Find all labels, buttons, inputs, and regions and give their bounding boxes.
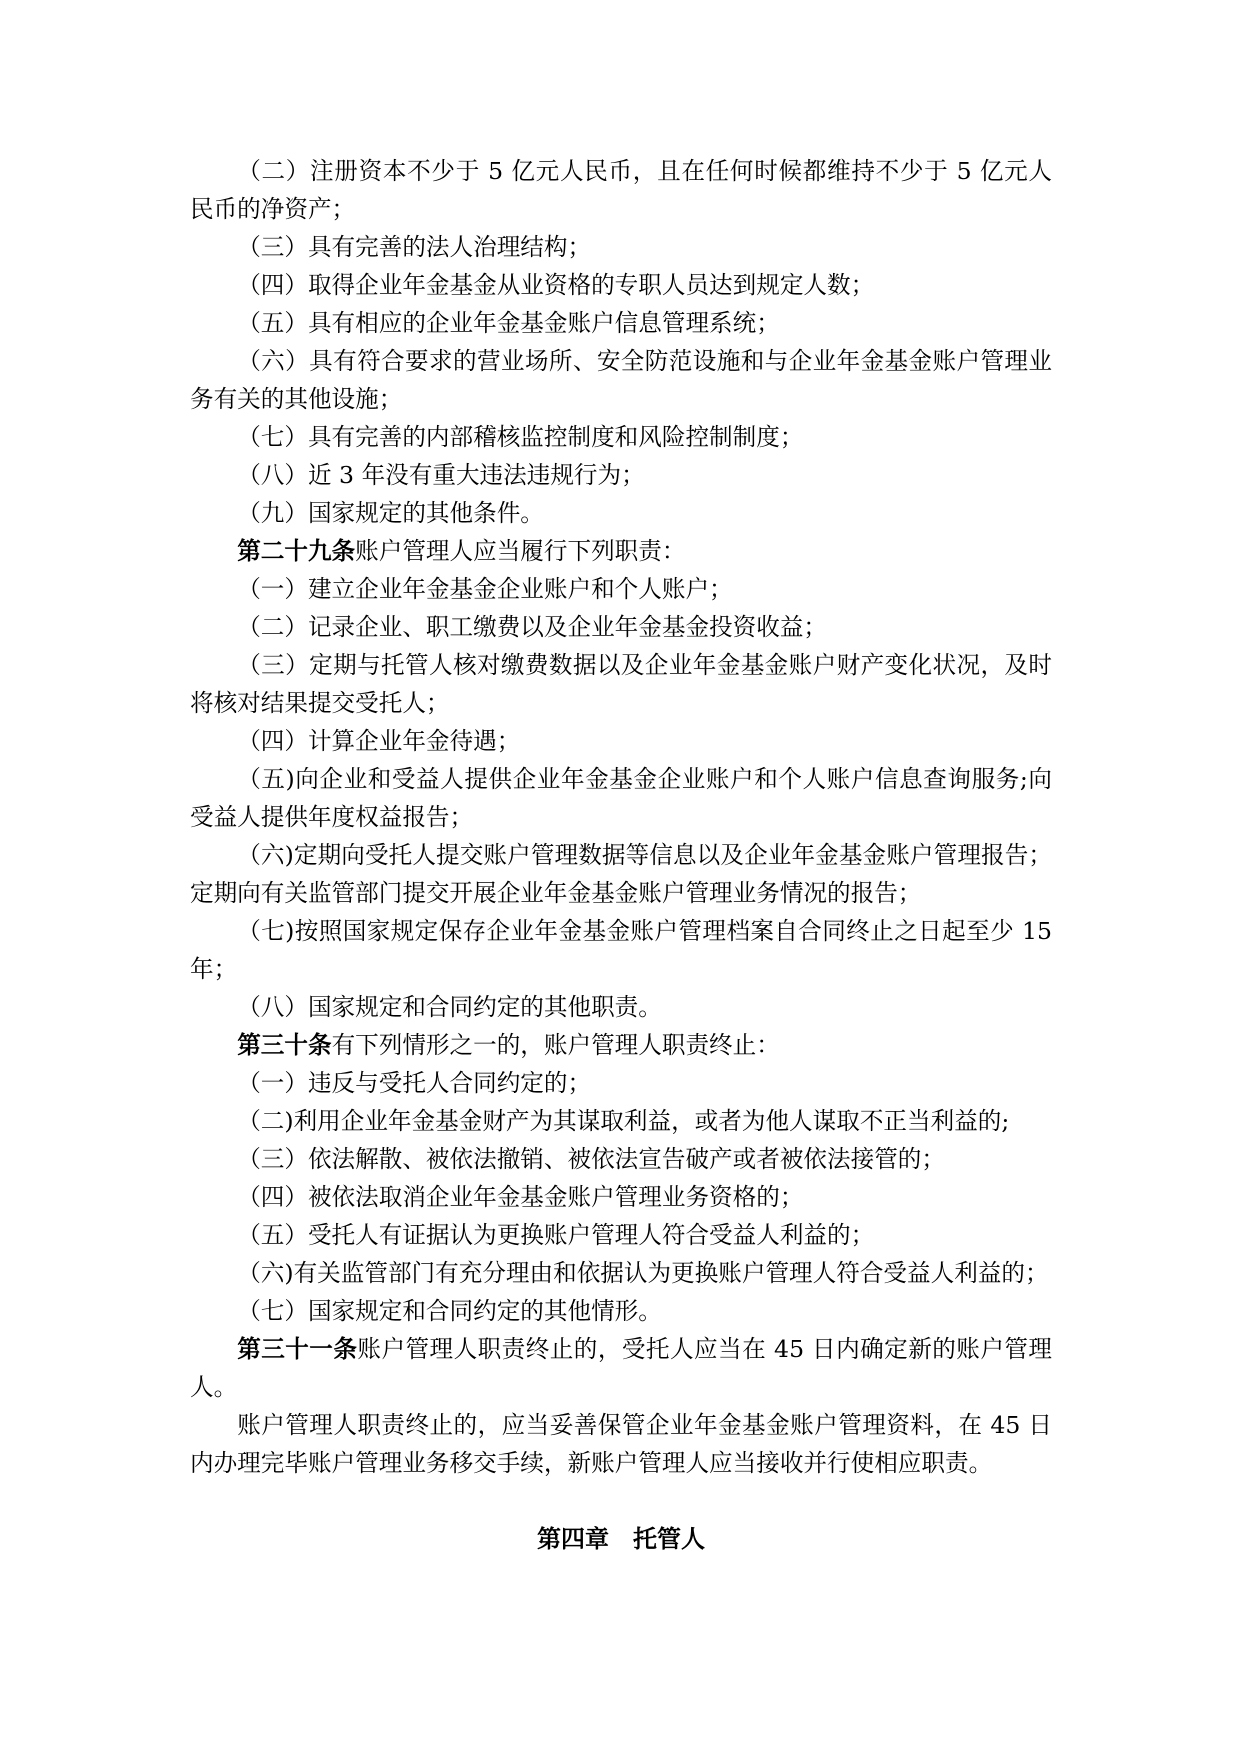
document-body bbox=[190, 152, 1052, 1558]
list-item bbox=[190, 456, 1052, 494]
chapter-heading: 第四章 托管人 bbox=[537, 1524, 705, 1553]
list-item bbox=[190, 836, 1052, 912]
paragraph-list bbox=[190, 152, 1052, 1482]
paragraph-text: （一）建立企业年金基金企业账户和个人账户； bbox=[237, 575, 733, 603]
paragraph-text: （三）依法解散、被依法撤销、被依法宣告破产或者被依法接管的； bbox=[237, 1145, 945, 1173]
paragraph-text: （六)有关监管部门有充分理由和依据认为更换账户管理人符合受益人利益的； bbox=[237, 1259, 1049, 1287]
list-item bbox=[190, 722, 1052, 760]
paragraph-text: （三）具有完善的法人治理结构； bbox=[237, 233, 592, 261]
paragraph-text: （八）近 3 年没有重大违法违规行为； bbox=[237, 461, 645, 489]
paragraph-text: （二）注册资本不少于 5 亿元人民币，且在任何时候都维持不少于 5 亿元人民币的净资产； bbox=[190, 157, 1052, 223]
list-item bbox=[190, 228, 1052, 266]
list-item bbox=[190, 266, 1052, 304]
list-item bbox=[190, 570, 1052, 608]
paragraph-text: （八）国家规定和合同约定的其他职责。 bbox=[237, 993, 662, 1021]
article-number: 第三十一条 bbox=[237, 1335, 358, 1363]
list-item bbox=[190, 1292, 1052, 1330]
list-item bbox=[190, 608, 1052, 646]
list-item bbox=[190, 1254, 1052, 1292]
article-number: 第二十九条 bbox=[237, 537, 356, 565]
paragraph-text: 账户管理人应当履行下列职责： bbox=[355, 537, 686, 565]
article-paragraph bbox=[190, 1026, 1052, 1064]
list-item bbox=[190, 1064, 1052, 1102]
list-item bbox=[190, 1406, 1052, 1482]
paragraph-text: （二)利用企业年金基金财产为其谋取利益，或者为他人谋取不正当利益的; bbox=[237, 1107, 1010, 1135]
list-item bbox=[190, 912, 1052, 988]
paragraph-text: （四）计算企业年金待遇； bbox=[237, 727, 521, 755]
list-item bbox=[190, 1178, 1052, 1216]
list-item bbox=[190, 646, 1052, 722]
paragraph-text: 账户管理人职责终止的，应当妥善保管企业年金基金账户管理资料，在 45 日内办理完毕账户管理业务移交手续，新账户管理人应当接收并行使相应职责。 bbox=[190, 1411, 1052, 1477]
paragraph-text: （七）国家规定和合同约定的其他情形。 bbox=[237, 1297, 662, 1325]
paragraph-text: （三）定期与托管人核对缴费数据以及企业年金基金账户财产变化状况，及时将核对结果提交受托人； bbox=[190, 651, 1052, 717]
paragraph-text: （七)按照国家规定保存企业年金基金账户管理档案自合同终止之日起至少 15 年； bbox=[190, 917, 1052, 983]
paragraph-text: （二）记录企业、职工缴费以及企业年金基金投资收益； bbox=[237, 613, 828, 641]
list-item bbox=[190, 1102, 1052, 1140]
list-item bbox=[190, 1216, 1052, 1254]
article-paragraph bbox=[190, 532, 1052, 570]
paragraph-text: （一）违反与受托人合同约定的； bbox=[237, 1069, 592, 1097]
paragraph-text: （四）被依法取消企业年金基金账户管理业务资格的； bbox=[237, 1183, 804, 1211]
list-item bbox=[190, 418, 1052, 456]
paragraph-text: （五)向企业和受益人提供企业年金基金企业账户和个人账户信息查询服务;向受益人提供年度权益报告； bbox=[190, 765, 1052, 831]
paragraph-text: （四）取得企业年金基金从业资格的专职人员达到规定人数； bbox=[237, 271, 875, 299]
list-item bbox=[190, 1140, 1052, 1178]
list-item bbox=[190, 304, 1052, 342]
paragraph-text: （六)定期向受托人提交账户管理数据等信息以及企业年金基金账户管理报告；定期向有关监管部门提交开展企业年金基金账户管理业务情况的报告； bbox=[190, 841, 1052, 907]
paragraph-text: （五）具有相应的企业年金基金账户信息管理系统； bbox=[237, 309, 780, 337]
paragraph-text: （五）受托人有证据认为更换账户管理人符合受益人利益的； bbox=[237, 1221, 875, 1249]
list-item bbox=[190, 152, 1052, 228]
paragraph-text: （七）具有完善的内部稽核监控制度和风险控制制度； bbox=[237, 423, 804, 451]
list-item bbox=[190, 494, 1052, 532]
paragraph-text: （六）具有符合要求的营业场所、安全防范设施和与企业年金基金账户管理业务有关的其他设施； bbox=[190, 347, 1052, 413]
paragraph-text: （九）国家规定的其他条件。 bbox=[237, 499, 544, 527]
list-item bbox=[190, 760, 1052, 836]
list-item bbox=[190, 988, 1052, 1026]
article-paragraph bbox=[190, 1330, 1052, 1406]
list-item bbox=[190, 342, 1052, 418]
paragraph-text: 账户管理人职责终止的，受托人应当在 45 日内确定新的账户管理人。 bbox=[190, 1335, 1052, 1401]
article-number: 第三十条 bbox=[237, 1031, 332, 1059]
paragraph-text: 有下列情形之一的，账户管理人职责终止： bbox=[331, 1031, 780, 1059]
